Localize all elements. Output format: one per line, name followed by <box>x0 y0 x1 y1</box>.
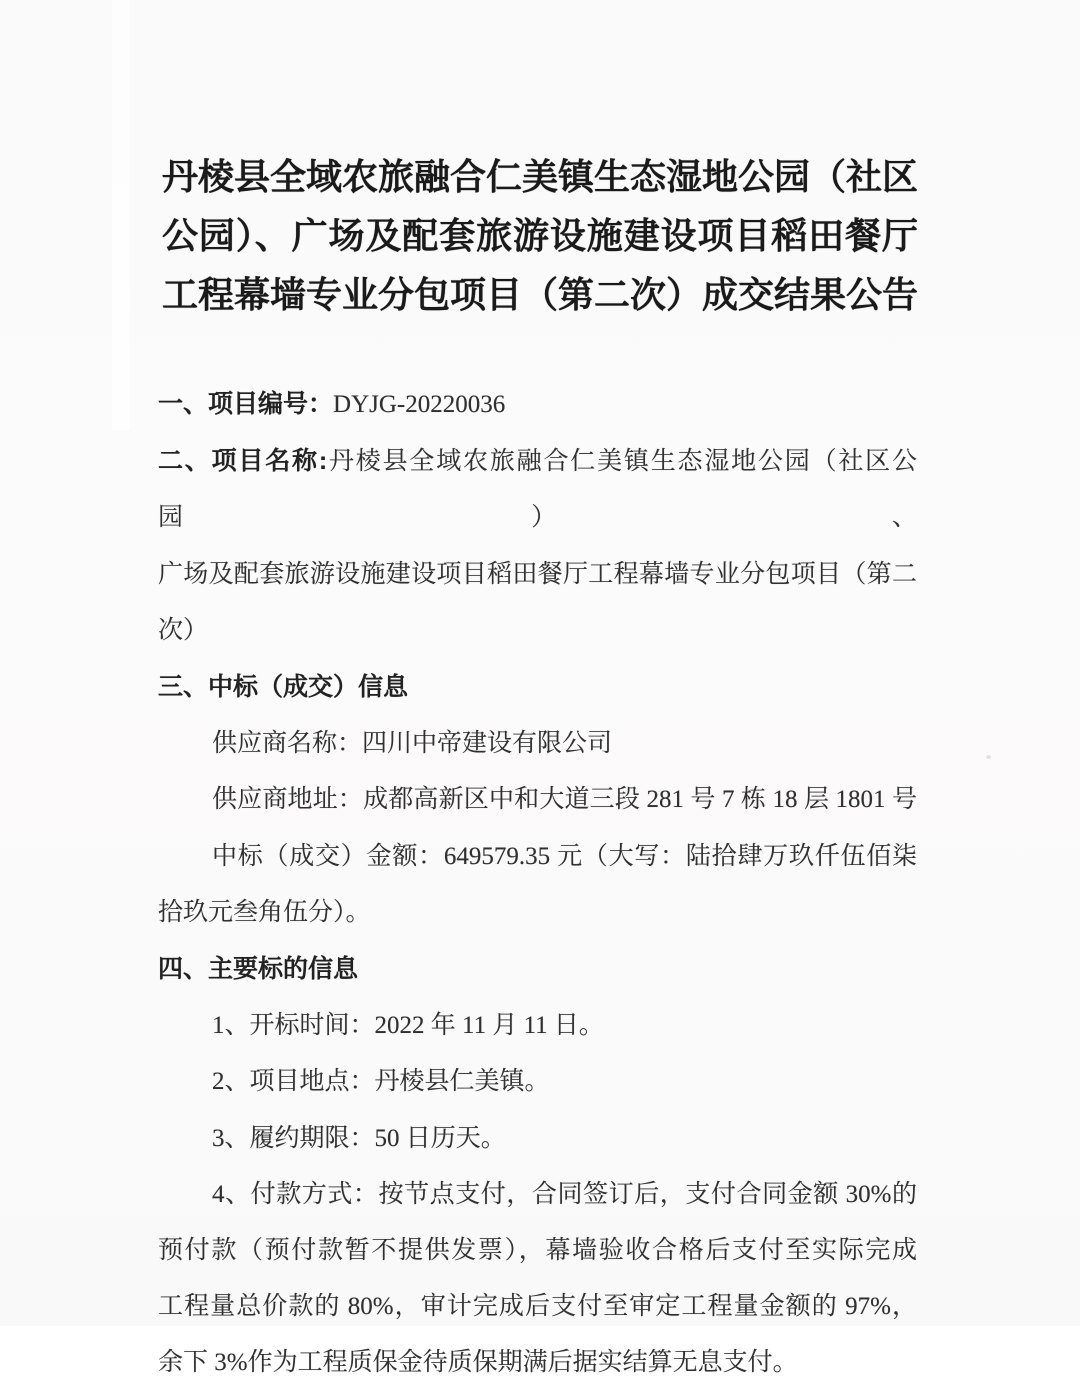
award-amount-line-1: 中标（成交）金额：649579.35 元（大写：陆拾肆万玖仟伍佰柒 <box>212 842 917 870</box>
supplier-name-line: 供应商名称：四川中帝建设有限公司 <box>212 730 613 758</box>
project-name-line-3: 次） <box>158 616 209 644</box>
title-line-2: 公园）、广场及配套旅游设施建设项目稻田餐厅 <box>162 216 918 256</box>
project-name-label: 二、项目名称: <box>158 447 328 476</box>
payment-method-line-4: 余下 3%作为工程质保金待质保期满后据实结算无息支付。 <box>158 1349 798 1377</box>
award-amount-line-2: 拾玖元叁角伍分）。 <box>158 898 371 926</box>
payment-method-line-1: 4、付款方式：按节点支付，合同签订后，支付合同金额 30%的 <box>212 1180 917 1208</box>
project-number-label: 一、项目编号： <box>158 390 334 418</box>
scan-dot-artifact <box>986 755 991 759</box>
award-info-heading-text: 三、中标（成交）信息 <box>158 673 409 702</box>
payment-method-line-3: 工程量总价款的 80%，审计完成后支付至审定工程量金额的 97%， <box>158 1293 917 1321</box>
document-body <box>158 376 917 1392</box>
bid-opening-time-line: 1、开标时间：2022 年 11 月 11 日。 <box>212 1012 604 1040</box>
supplier-address-line: 供应商地址：成都高新区中和大道三段 281 号 7 栋 18 层 1801 号 <box>212 786 917 814</box>
project-name-value-part1: 丹棱县全域农旅融合仁美镇生态湿地公园（社区公园）、 <box>158 448 917 532</box>
document-title <box>162 148 918 325</box>
scan-stripe-artifact <box>112 0 130 430</box>
subject-info-heading-text: 四、主要标的信息 <box>158 955 359 984</box>
title-line-1: 丹棱县全域农旅融合仁美镇生态湿地公园（社区 <box>162 157 919 197</box>
project-number-line <box>158 376 917 433</box>
payment-method-line-2: 预付款（预付款暂不提供发票），幕墙验收合格后支付至实际完成 <box>158 1237 917 1265</box>
project-number-value: DYJG-20220036 <box>333 391 506 418</box>
project-name-line-1 <box>158 433 917 546</box>
project-name-line-2: 广场及配套旅游设施建设项目稻田餐厅工程幕墙专业分包项目（第二 <box>158 560 917 588</box>
award-info-heading <box>158 659 917 716</box>
performance-period-line: 3、履约期限：50 日历天。 <box>212 1124 506 1152</box>
title-line-3: 工程幕墙专业分包项目（第二次）成交结果公告 <box>162 275 919 315</box>
project-location-line: 2、项目地点：丹棱县仁美镇。 <box>212 1068 550 1096</box>
subject-info-heading <box>158 941 917 998</box>
